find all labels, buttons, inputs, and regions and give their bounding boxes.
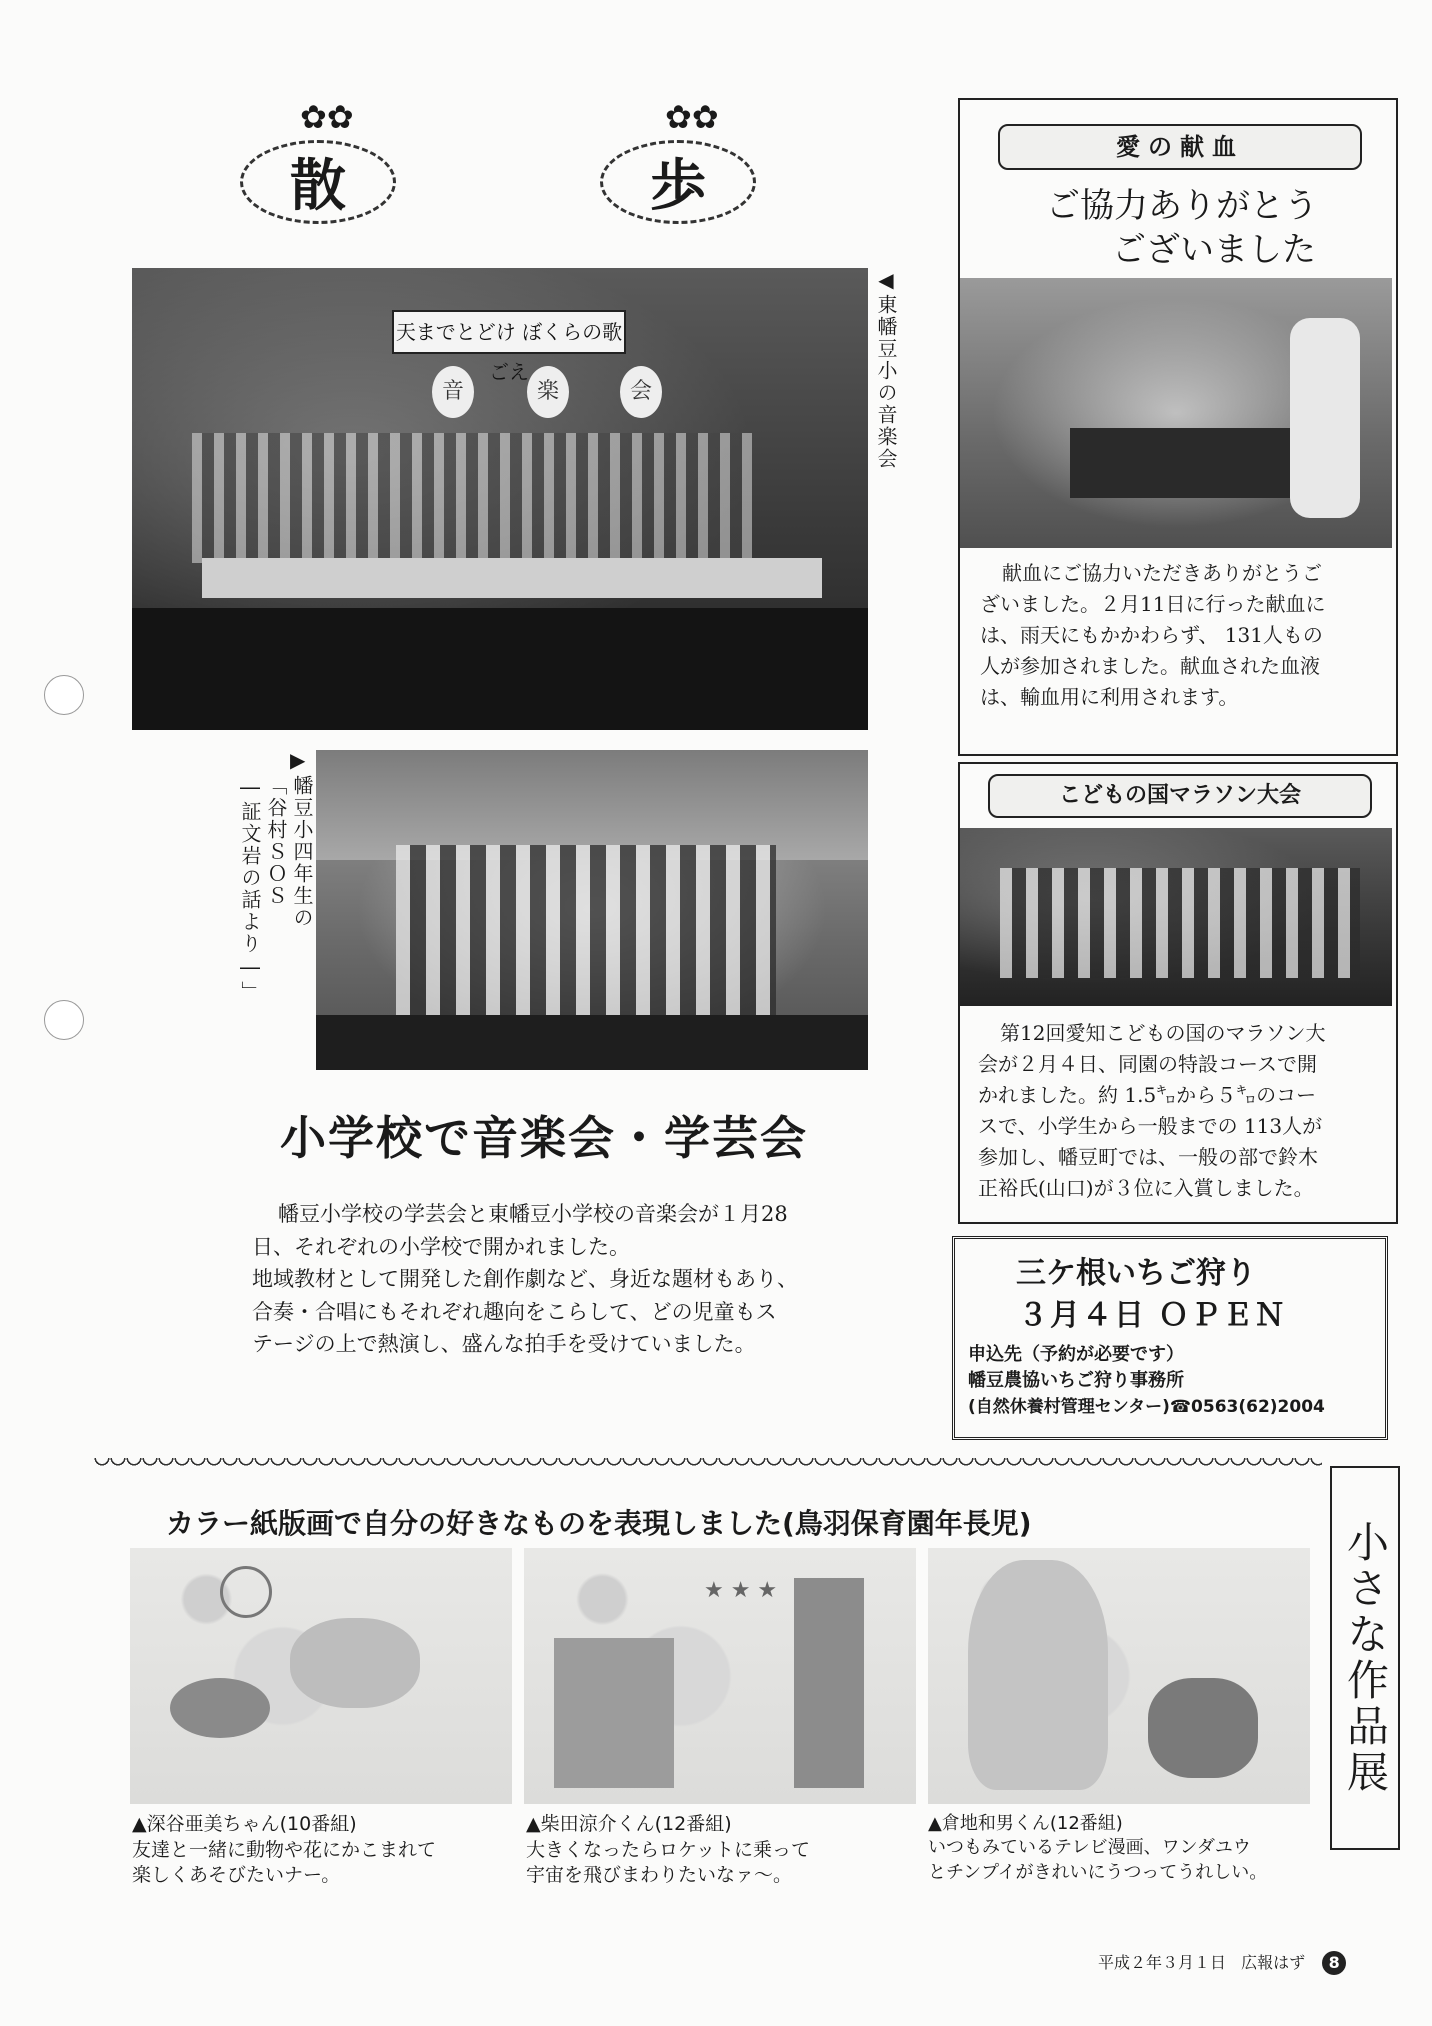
sanpo-oval-left (240, 140, 396, 224)
sanpo-char-2: 歩 (650, 154, 706, 219)
artwork-house (554, 1638, 674, 1788)
footer-date: 平成２年３月１日 (1098, 1953, 1227, 1972)
marathon-body-line: スで、小学生から一般までの 113人が (978, 1114, 1323, 1138)
binder-hole-top (44, 675, 84, 715)
concert-body (252, 1198, 912, 1361)
page-number: 8 (1322, 1951, 1346, 1975)
sanpo-char-1: 散 (290, 154, 346, 219)
artwork-character (968, 1560, 1108, 1790)
blood-title-line1: ご協力ありがとう (1046, 186, 1318, 226)
wavy-divider (94, 1452, 1322, 1466)
binder-hole-bottom (44, 1000, 84, 1040)
art-caption-text: 宇宙を飛びまわりたいなァ〜。 (526, 1864, 793, 1887)
artwork-animal (1148, 1678, 1258, 1778)
marathon-runners (1000, 868, 1360, 978)
blood-donation-label: 愛の献血 (998, 124, 1362, 170)
play-caption-line3: ―証文岩の話より―」 (238, 775, 262, 1003)
blood-donation-photo (960, 278, 1392, 548)
school-play-photo (316, 750, 868, 1070)
concert-stage (202, 558, 822, 598)
blood-body-line: ざいました。２月11日に行った献血に (980, 592, 1326, 616)
footer (1098, 1950, 1346, 1975)
blood-body-line: 献血にご協力いただきありがとうご (1002, 561, 1322, 585)
concert-body-line: テージの上で熱演し、盛んな拍手を受けていました。 (252, 1332, 756, 1357)
footer-publication: 広報はず (1241, 1953, 1306, 1972)
concert-lantern-2: 楽 (527, 366, 569, 418)
play-actors (396, 845, 776, 1015)
donation-nurse (1290, 318, 1360, 518)
art-headline: カラー紙版画で自分の好きなものを表現しました(鳥羽保育園年長児) (166, 1507, 1032, 1540)
art-caption-1 (132, 1812, 512, 1889)
strawberry-line3: (自然休養村管理センター)☎0563(62)2004 (968, 1397, 1325, 1417)
concert-audience (132, 608, 868, 730)
art-caption-name: ▲倉地和男くん(12番組) (928, 1813, 1123, 1834)
artwork-photo-2 (524, 1548, 916, 1804)
concert-banner: 天までとどけ ぼくらの歌ごえ (392, 310, 626, 354)
artwork-elephant (290, 1618, 420, 1708)
strawberry-title-line2: ３月４日 ＯＰＥＮ (1018, 1298, 1287, 1333)
concert-choir (192, 433, 752, 563)
blood-body-line: は、雨天にもかかわらず、 131人もの (980, 623, 1323, 647)
art-caption-2 (526, 1812, 916, 1889)
artwork-photo-1 (130, 1548, 512, 1804)
concert-body-line: 合奏・合唱にもそれぞれ趣向をこらして、どの児童もス (252, 1299, 777, 1324)
strawberry-title-line1: 三ケ根いちご狩り (1016, 1256, 1256, 1291)
marathon-body-line: 会が２月４日、同園の特設コースで開 (978, 1052, 1317, 1076)
play-stage-floor (316, 1015, 868, 1070)
art-caption-text: とチンプイがきれいにうつってうれしい。 (928, 1861, 1268, 1883)
art-caption-name: ▲柴田涼介くん(12番組) (526, 1813, 732, 1835)
blood-body-line: は、輸血用に利用されます。 (980, 685, 1239, 709)
marathon-body (978, 1018, 1388, 1204)
concert-photo (132, 268, 868, 730)
play-scenery (316, 750, 868, 860)
art-caption-text: 大きくなったらロケットに乗って (526, 1838, 811, 1861)
artwork-sun-icon (220, 1566, 272, 1618)
marathon-body-line: 正裕氏(山口)が３位に入賞しました。 (978, 1176, 1314, 1200)
donation-bed (1070, 428, 1290, 498)
blood-body (980, 558, 1380, 713)
marathon-body-line: 参加し、幡豆町では、一般の部で鈴木 (978, 1145, 1318, 1169)
concert-body-line: 地域教材として開発した創作劇など、身近な題材もあり、 (252, 1267, 798, 1292)
play-caption-arrow: ▶ (290, 748, 306, 772)
art-side-title: 小さな作品展 (1341, 1520, 1390, 1796)
artwork-photo-3 (928, 1548, 1310, 1804)
marathon-photo (960, 828, 1392, 1006)
strawberry-line1: 申込先（予約が必要です） (968, 1344, 1184, 1365)
art-caption-name: ▲深谷亜美ちゃん(10番組) (132, 1813, 357, 1835)
marathon-label: こどもの国マラソン大会 (988, 774, 1372, 818)
artwork-fish (170, 1678, 270, 1738)
marathon-body-line: 第12回愛知こどもの国のマラソン大 (1000, 1021, 1326, 1045)
artwork-rocket (794, 1578, 864, 1788)
concert-headline: 小学校で音楽会・学芸会 (280, 1111, 808, 1165)
art-caption-3 (928, 1812, 1328, 1885)
art-caption-text: 友達と一緒に動物や花にかこまれて (132, 1838, 437, 1861)
concert-body-line: 日、それぞれの小学校で開かれました。 (252, 1234, 630, 1259)
art-side-title-box (1330, 1466, 1400, 1850)
art-caption-text: いつもみているテレビ漫画、ワンダユウ (928, 1837, 1251, 1859)
concert-body-line: 幡豆小学校の学芸会と東幡豆小学校の音楽会が１月28 (278, 1202, 788, 1226)
sanpo-oval-right (600, 140, 756, 224)
art-caption-text: 楽しくあそびたいナー。 (132, 1864, 341, 1887)
blood-title-line2: ございました (1112, 230, 1316, 270)
marathon-body-line: かれました。約 1.5㌔から５㌔のコー (978, 1083, 1317, 1107)
flower-icon-right: ✿✿ (665, 98, 719, 136)
strawberry-line2: 幡豆農協いちご狩り事務所 (968, 1370, 1184, 1391)
flower-icon-left: ✿✿ (300, 98, 354, 136)
play-caption-line1: 幡豆小四年生の (290, 775, 314, 929)
play-caption-line2: 「谷村ＳＯＳ (264, 775, 288, 907)
blood-body-line: 人が参加されました。献血された血液 (980, 654, 1320, 678)
concert-lantern-1: 音 (432, 366, 474, 418)
artwork-star-icon: ★ ★ ★ (704, 1578, 778, 1603)
concert-caption: ◀東幡豆小の音楽会 (874, 268, 898, 470)
concert-lantern-3: 会 (620, 366, 662, 418)
